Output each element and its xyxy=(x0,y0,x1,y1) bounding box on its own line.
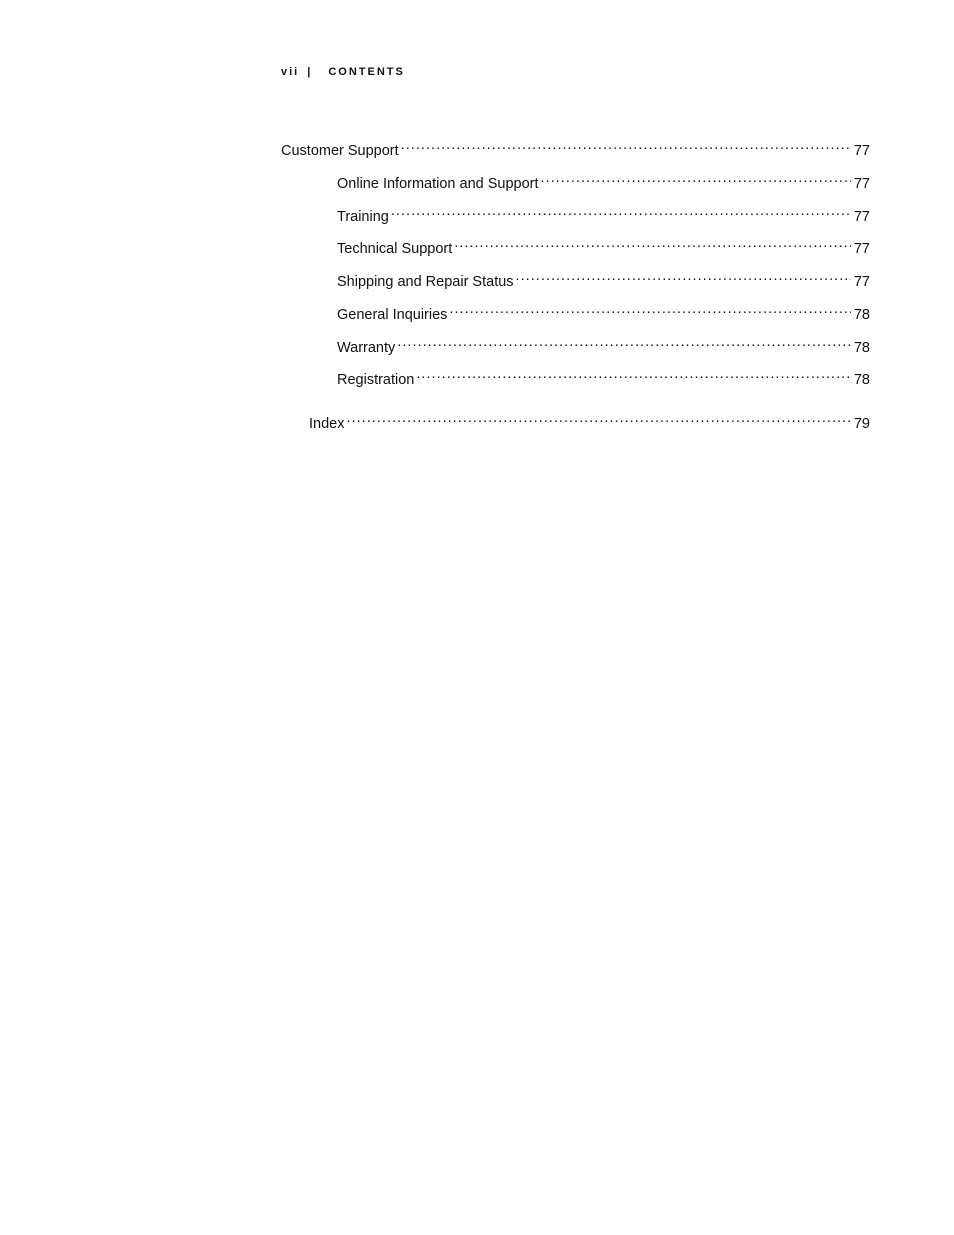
toc-entry-title: Training xyxy=(337,209,389,225)
header-section-title: CONTENTS xyxy=(328,66,405,78)
toc-entry-page: 78 xyxy=(853,340,870,356)
toc-entry-general-inquiries[interactable] xyxy=(337,299,870,323)
running-header xyxy=(281,66,405,78)
toc-entry-technical-support[interactable] xyxy=(337,233,870,257)
toc-entry-page: 77 xyxy=(853,209,870,225)
toc-entry-page: 78 xyxy=(853,307,870,323)
toc-entry-page: 77 xyxy=(853,143,870,159)
toc-entry-training[interactable] xyxy=(337,201,870,225)
toc-entry-title: Shipping and Repair Status xyxy=(337,274,514,290)
toc-dot-leader xyxy=(454,233,851,253)
toc-entry-title: Index xyxy=(309,416,345,432)
toc-entry-title: Customer Support xyxy=(281,143,399,159)
toc-entry-page: 77 xyxy=(853,176,870,192)
toc-entry-page: 77 xyxy=(853,241,870,257)
toc-dot-leader xyxy=(397,332,851,352)
toc-entry-index[interactable] xyxy=(309,408,870,432)
toc-entry-title: Technical Support xyxy=(337,241,453,257)
toc-dot-leader xyxy=(391,201,851,221)
toc-entry-warranty[interactable] xyxy=(337,332,870,356)
toc-dot-leader xyxy=(541,168,851,188)
toc-entry-page: 77 xyxy=(853,274,870,290)
header-page-number: vii xyxy=(281,66,300,78)
toc-dot-leader xyxy=(449,299,850,319)
toc-dot-leader xyxy=(416,364,850,384)
toc-dot-leader xyxy=(516,266,851,286)
toc-entry-title: Warranty xyxy=(337,340,396,356)
toc-entry-title: Online Information and Support xyxy=(337,176,539,192)
toc-entry-shipping-repair[interactable] xyxy=(337,266,870,290)
toc-entry-page: 78 xyxy=(853,372,870,388)
toc-entry-page: 79 xyxy=(853,416,870,432)
toc-entry-title: Registration xyxy=(337,372,415,388)
toc-entry-title: General Inquiries xyxy=(337,307,448,323)
toc-entry-online-information[interactable] xyxy=(337,168,870,192)
toc-entry-customer-support[interactable] xyxy=(281,135,870,159)
toc-dot-leader xyxy=(346,408,850,428)
toc-entry-registration[interactable] xyxy=(337,364,870,388)
toc-dot-leader xyxy=(401,135,851,155)
header-separator: | xyxy=(307,66,311,78)
